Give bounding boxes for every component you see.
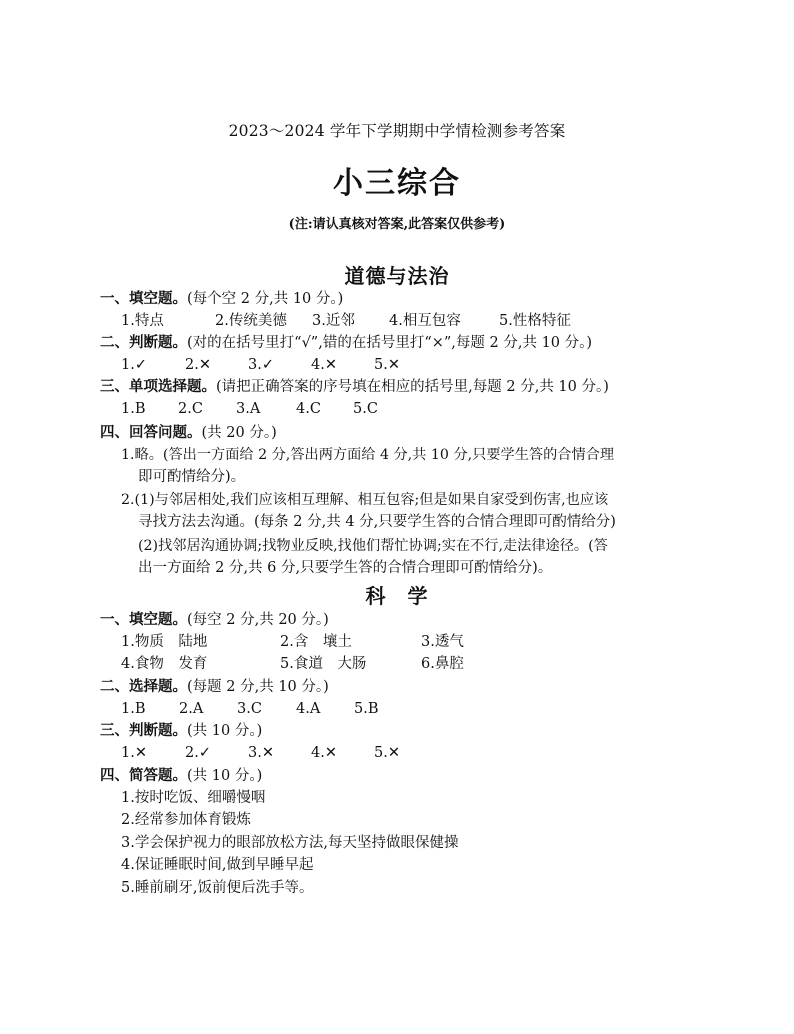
question-desc: (每个空 2 分,共 10 分。) <box>187 291 344 307</box>
answer: 2.✕ <box>185 357 211 373</box>
question-desc: (共 10 分。) <box>187 723 263 739</box>
question-label: 二、判断题。 <box>100 335 187 351</box>
answer: 2.传统美德 <box>215 313 287 329</box>
answer: 4.✕ <box>311 357 337 373</box>
section-title-science: 科 学 <box>365 584 429 608</box>
answer: 4.C <box>296 401 321 417</box>
answer: 3.A <box>236 401 261 417</box>
answer-line: 2.经常参加体育锻炼 <box>121 812 251 828</box>
answer: 5.✕ <box>374 357 400 373</box>
question-heading <box>100 334 592 352</box>
answer: 5.✕ <box>374 745 400 761</box>
answer: 3.✕ <box>248 745 274 761</box>
answer: 3.透气 <box>421 634 464 650</box>
answer-line: 5.睡前刷牙,饭前便后洗手等。 <box>121 880 314 896</box>
answer: 1.B <box>121 401 146 417</box>
question-label: 四、简答题。 <box>100 768 187 784</box>
answer: 5.B <box>354 701 379 717</box>
answer: 6.鼻腔 <box>421 656 464 672</box>
subject-title: 小三综合 <box>333 166 461 201</box>
answer-line: 3.学会保护视力的眼部放松方法,每天坚持做眼保健操 <box>121 835 459 851</box>
question-desc: (请把正确答案的序号填在相应的括号里,每题 2 分,共 10 分。) <box>216 379 609 395</box>
exam-title: 2023～2024 学年下学期期中学情检测参考答案 <box>228 122 566 140</box>
question-heading <box>100 767 262 785</box>
answer: 3.C <box>237 701 262 717</box>
question-heading <box>100 378 609 396</box>
answer: 2.含 壤土 <box>280 634 352 650</box>
answer: 2.A <box>179 701 204 717</box>
question-label: 三、判断题。 <box>100 723 187 739</box>
question-desc: (共 10 分。) <box>187 768 263 784</box>
question-label: 三、单项选择题。 <box>100 379 216 395</box>
answer: 5.C <box>353 401 378 417</box>
question-label: 四、回答问题。 <box>100 425 202 441</box>
answer: 1.✕ <box>121 745 147 761</box>
answer: 4.A <box>296 701 321 717</box>
question-label: 一、填空题。 <box>100 291 187 307</box>
answer-paragraph-line: 1.略。(答出一方面给 2 分,答出两方面给 4 分,共 10 分,只要学生答的合情合理 <box>121 447 615 463</box>
answer: 3.✓ <box>248 357 274 373</box>
question-desc: (共 20 分。) <box>201 425 277 441</box>
question-heading <box>100 424 277 442</box>
answer: 1.✓ <box>121 357 147 373</box>
answer-line: 4.保证睡眠时间,做到早睡早起 <box>121 857 314 873</box>
answer: 4.相互包容 <box>389 313 461 329</box>
answer-line: 1.按时吃饭、细嚼慢咽 <box>121 790 266 806</box>
answer: 1.特点 <box>121 313 164 329</box>
question-heading <box>100 722 262 740</box>
question-desc: (对的在括号里打“√”,错的在括号里打“×”,每题 2 分,共 10 分。) <box>187 335 593 351</box>
answer: 2.✓ <box>185 745 211 761</box>
answer-paragraph-line: 出一方面给 2 分,共 6 分,只要学生答的合情合理即可酌情给分)。 <box>138 560 553 576</box>
question-desc: (每题 2 分,共 10 分。) <box>187 679 329 695</box>
answer: 4.食物 发育 <box>121 656 208 672</box>
answer: 5.食道 大肠 <box>280 656 367 672</box>
answer-paragraph-line: (2)找邻居沟通协调;找物业反映,找他们帮忙协调;实在不行,走法律途径。(答 <box>138 538 608 554</box>
answer: 5.性格特征 <box>499 313 571 329</box>
answer-paragraph-line: 寻找方法去沟通。(每条 2 分,共 4 分,只要学生答的合情合理即可酌情给分) <box>138 514 616 530</box>
answer-paragraph-line: 2.(1)与邻居相处,我们应该相互理解、相互包容;但是如果自家受到伤害,也应该 <box>121 492 609 508</box>
answer: 1.B <box>121 701 146 717</box>
question-label: 二、选择题。 <box>100 679 187 695</box>
answer: 4.✕ <box>311 745 337 761</box>
answer-paragraph-line: 即可酌情给分)。 <box>138 469 246 485</box>
question-heading <box>100 678 329 696</box>
answer: 2.C <box>178 401 203 417</box>
section-title-morality: 道德与法治 <box>344 264 450 288</box>
answer: 1.物质 陆地 <box>121 634 208 650</box>
question-heading <box>100 611 329 629</box>
question-desc: (每空 2 分,共 20 分。) <box>187 612 329 628</box>
question-heading <box>100 290 343 308</box>
answer: 3.近邻 <box>312 313 355 329</box>
question-label: 一、填空题。 <box>100 612 187 628</box>
note: (注:请认真核对答案,此答案仅供参考) <box>288 217 506 232</box>
